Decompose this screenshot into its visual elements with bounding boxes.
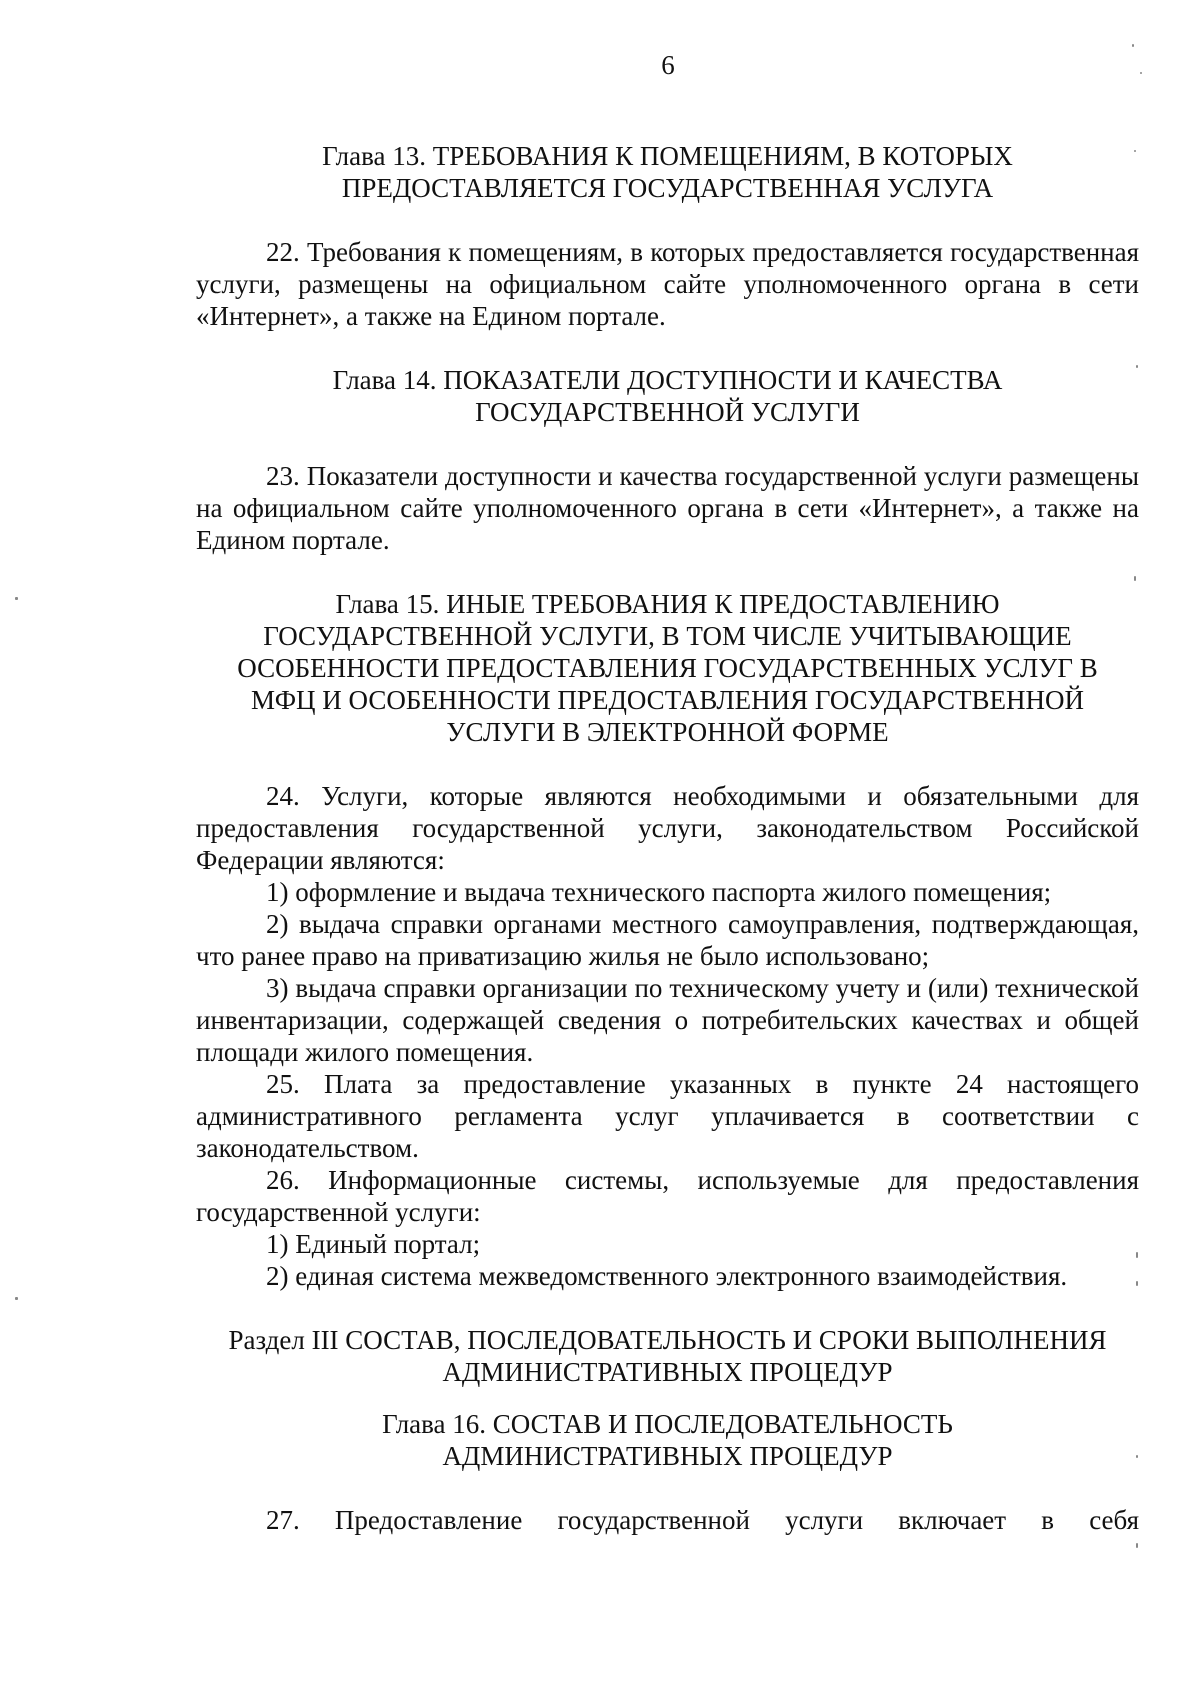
page-number: 6 (661, 50, 675, 80)
paragraph-26-item-2: 2) единая система межведомственного электронного взаимодействия. (266, 1261, 1068, 1291)
scan-speck (1136, 1281, 1138, 1286)
scan-speck (1136, 1455, 1138, 1458)
paragraph-26: 26. Информационные системы, используемые для предоставления государственной услуги: (196, 1165, 1139, 1227)
scan-speck (1134, 150, 1136, 152)
paragraph-27: 27. Предоставление государственной услуги включает в себя (266, 1505, 1139, 1535)
chapter-14-heading: Глава 14. ПОКАЗАТЕЛИ ДОСТУПНОСТИ И КАЧЕСТВА ГОСУДАРСТВЕННОЙ УСЛУГИ (332, 365, 1003, 427)
paragraph-24-item-2: 2) выдача справки органами местного самоуправления, подтверждающая, что ранее право на приватизацию жилья не было использовано; (196, 909, 1139, 971)
scan-speck (1140, 72, 1142, 74)
paragraph-24-item-1: 1) оформление и выдача технического паспорта жилого помещения; (266, 877, 1052, 907)
paragraph-24-item-3: 3) выдача справки организации по техническому учету и (или) технической инвентаризации, содержащей сведения о потребительских качествах и общей площади жилого помещения. (196, 973, 1139, 1067)
scan-speck (1136, 1252, 1138, 1258)
chapter-15-heading: Глава 15. ИНЫЕ ТРЕБОВАНИЯ К ПРЕДОСТАВЛЕНИЮ ГОСУДАРСТВЕННОЙ УСЛУГИ, В ТОМ ЧИСЛЕ УЧИТЫВАЮЩИЕ ОСОБЕННОСТИ ПРЕДОСТАВЛЕНИЯ ГОСУДАРСТВЕННЫХ УСЛУГ В МФЦ И ОСОБЕННОСТИ ПРЕДОСТАВЛЕНИЯ ГОСУДАРСТВЕННОЙ УСЛУГИ В ЭЛЕКТРОННОЙ ФОРМЕ (237, 589, 1098, 747)
chapter-16-heading: Глава 16. СОСТАВ И ПОСЛЕДОВАТЕЛЬНОСТЬ АДМИНИСТРАТИВНЫХ ПРОЦЕДУР (382, 1409, 953, 1471)
scan-speck (1136, 365, 1138, 368)
paragraph-24: 24. Услуги, которые являются необходимыми и обязательными для предоставления государственной услуги, законодательством Российской Федерации являются: (196, 781, 1139, 875)
scan-speck (15, 597, 18, 600)
chapter-13-heading: Глава 13. ТРЕБОВАНИЯ К ПОМЕЩЕНИЯМ, В КОТОРЫХ ПРЕДОСТАВЛЯЕТСЯ ГОСУДАРСТВЕННАЯ УСЛУГА (322, 141, 1013, 203)
paragraph-23: 23. Показатели доступности и качества государственной услуги размещены на официальном сайте уполномоченного органа в сети «Интернет», а также на Едином портале. (196, 461, 1139, 555)
paragraph-22: 22. Требования к помещениям, в которых предоставляется государственная услуги, размещены на официальном сайте уполномоченного органа в сети «Интернет», а также на Едином портале. (196, 237, 1139, 331)
paragraph-26-item-1: 1) Единый портал; (266, 1229, 481, 1259)
scan-speck (1136, 1543, 1138, 1548)
scan-speck (1134, 576, 1136, 581)
scan-speck (1132, 44, 1134, 47)
section-3-heading: Раздел III СОСТАВ, ПОСЛЕДОВАТЕЛЬНОСТЬ И СРОКИ ВЫПОЛНЕНИЯ АДМИНИСТРАТИВНЫХ ПРОЦЕДУР (228, 1325, 1107, 1387)
document-body (196, 140, 1139, 1536)
paragraph-25: 25. Плата за предоставление указанных в пункте 24 настоящего административного регламента услуг уплачивается в соответствии с законодательством. (196, 1069, 1139, 1163)
scan-speck (15, 1297, 18, 1300)
